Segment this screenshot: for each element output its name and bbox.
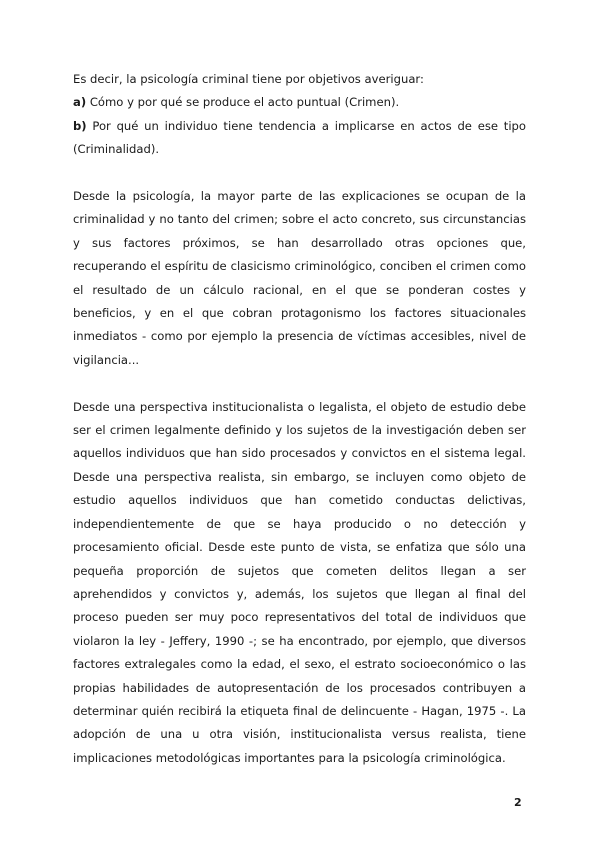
paragraph-spacer bbox=[73, 162, 526, 185]
objective-item-a bbox=[73, 91, 526, 114]
objective-item-b-text: Por qué un individuo tiene tendencia a implicarse en actos de ese tipo (Criminalidad). bbox=[73, 118, 526, 157]
paragraph-institutional-vs-realist: Desde una perspectiva institucionalista o legalista, el objeto de estudio debe ser el crimen legalmente definido y los sujetos de la investigación deben ser aquellos individuos que han sido procesados y convictos en el sistema legal. Desde una perspectiva realista, sin embargo, se incluyen como objeto de estudio aquellos individuos que han cometido conductas delictivas, independientemente de que se haya producido o no detección y procesamiento oficial. Desde este punto de vista, se enfatiza que sólo una pequeña proporción de sujetos que cometen delitos llegan a ser aprehendidos y convictos y, además, los sujetos que llegan al final del proceso pueden ser muy poco representativos del total de individuos que violaron la ley - Jeffery, 1990 -; se ha encontrado, por ejemplo, que diversos factores extralegales como la edad, el sexo, el estrato socioeconómico o las propias habilidades de autopresentación de los procesados contribuyen a determinar quién recibirá la etiqueta final de delincuente - Hagan, 1975 -. La adopción de una u otra visión, institucionalista versus realista, tiene implicaciones metodológicas importantes para la psicología criminológica. bbox=[73, 399, 526, 765]
page-number: 2 bbox=[514, 796, 522, 809]
objective-item-a-label: a) bbox=[73, 95, 87, 110]
objective-item-a-text: Cómo y por qué se produce el acto puntual (Crimen). bbox=[89, 95, 400, 110]
paragraph-psychology-explanations: Desde la psicología, la mayor parte de las explicaciones se ocupan de la criminalidad y no tanto del crimen; sobre el acto concreto, sus circunstancias y sus factores próximos, se han desarrollado otras opciones que, recuperando el espíritu de clasicismo criminológico, conciben el crimen como el resultado de un cálculo racional, en el que se ponderan costes y beneficios, y en el que cobran protagonismo los factores situacionales inmediatos - como por ejemplo la presencia de víctimas accesibles, nivel de vigilancia... bbox=[73, 189, 526, 367]
objective-item-b-label: b) bbox=[73, 118, 87, 133]
paragraph-spacer bbox=[73, 372, 526, 395]
objective-item-b bbox=[73, 115, 526, 162]
document-page bbox=[73, 68, 526, 770]
intro-lead: Es decir, la psicología criminal tiene por objetivos averiguar: bbox=[73, 72, 424, 86]
